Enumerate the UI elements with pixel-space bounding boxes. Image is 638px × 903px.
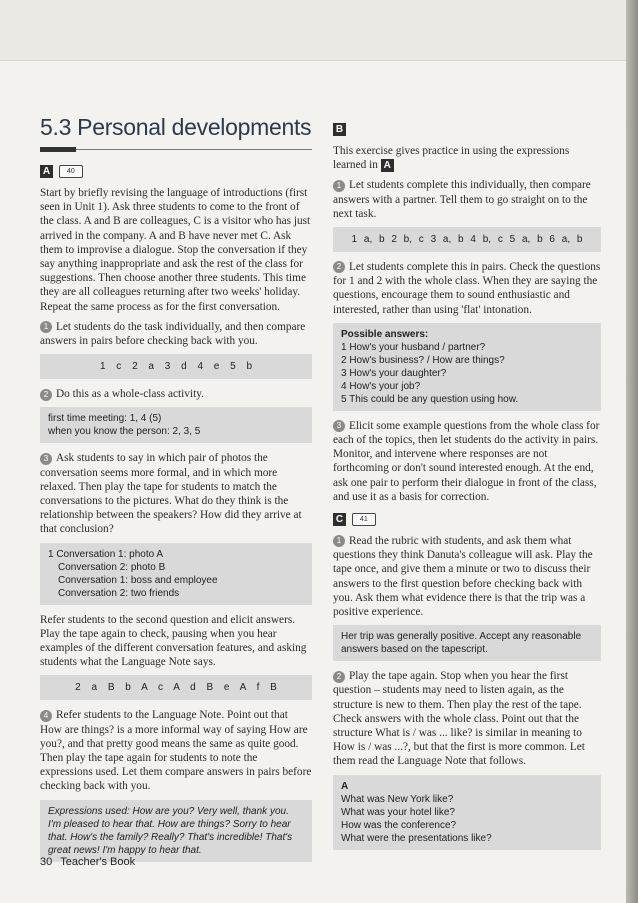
b-step-3-text: 3 Elicit some example questions from the whole class for each of the topics, then let students do the activity in pairs. Monitor, and intervene where responses are not forthcoming or don't sound interested enough. At the end, ask one pair to perform their dialogue in front of the class, and use it as a basis for correction. [333, 419, 600, 503]
section-a-label: A [40, 165, 53, 178]
left-column [40, 112, 312, 870]
section-a-intro: Start by briefly revising the language of introductions (first seen in Unit 1). Ask three students to come to the front of the class. A and B are colleagues, C is a visitor who has just arrived in the company. A and B have never met C. Ask them to improvise a dialogue. Stop the conversation if they say anything inappropriate and ask the rest of the class for suggestions. Then choose another three students. This time they are all colleagues returning after two weeks' holiday. Repeat the same process as for the first conversation. [40, 187, 311, 313]
section-a-heading [40, 164, 312, 180]
top-band [0, 0, 628, 61]
b-step-2-text: 2 Let students complete this in pairs. Check the questions for 1 and 2 with the whole class. When they are saying the questions, encourage them to sound enthusiastic and interested, rather than using 'flat' intonation. [333, 261, 601, 316]
c-step-1-answers: Her trip was generally positive. Accept any reasonable answers based on the tapescript. [333, 625, 601, 661]
step-2-text: 2 Do this as a whole-class activity. [40, 387, 312, 401]
b-step-number-1: 1 [333, 180, 345, 192]
book-name: Teacher's Book [60, 856, 136, 868]
c-step-2-text: 2 Play the tape again. Stop when you hear the first question – students may need to listen again, as the structure is new to them. Then play the rest of the tape. Check answers with the whole class. Point out that the structure What is / was ... like? is similar in meaning to How is / was ...?, but that the first is more common. Let them read the Language Note that follows. [333, 670, 585, 768]
right-column [333, 122, 601, 858]
b-step-number-2: 2 [333, 261, 345, 273]
section-a-reference: A [381, 159, 394, 172]
section-c-heading [333, 512, 601, 528]
audio-track-icon: 40 [59, 165, 83, 178]
step-3-answers: 1 Conversation 1: photo A Conversation 2: photo B Conversation 1: boss and employee Conversation 2: two friends [40, 543, 312, 605]
section-b-heading [333, 122, 601, 138]
page-title: 5.3 Personal developments [40, 114, 312, 140]
c-step-number-2: 2 [333, 671, 345, 683]
step-2-answers: first time meeting: 1, 4 (5) when you know the person: 2, 3, 5 [40, 407, 312, 443]
audio-track-icon: 41 [352, 513, 376, 526]
step-3-match-answers: 2 a B b A c A d B e A f B [40, 675, 312, 700]
step-1-text: 1 Let students do the task individually, and then compare answers in pairs before checking back with you. [40, 320, 306, 348]
step-number-3: 3 [40, 453, 52, 465]
step-1-answers: 1 c 2 a 3 d 4 e 5 b [40, 354, 312, 379]
b-step-2-answers: Possible answers: 1 How's your husband / partner? 2 How's business? / How are things? 3 How's your daughter? 4 How's your job? 5 This could be any question using how. [333, 323, 601, 411]
b-step-1-text: 1 Let students complete this individually, then compare answers with a partner. Tell them to go straight on to the next task. [333, 179, 591, 220]
section-b-intro: This exercise gives practice in using the expressions learned in A [333, 145, 570, 172]
step-3-text: 3 Ask students to say in which pair of photos the conversation seems more formal, and in which more relaxed. Then play the tape for students to match the conversations to the pictures. What do they think is the relationship between the speakers? How did they arrive at that conclusion? [40, 452, 302, 536]
page-edge-shadow [626, 0, 638, 903]
section-c-label: C [333, 513, 346, 526]
step-number-4: 4 [40, 710, 52, 722]
c-step-number-1: 1 [333, 535, 345, 547]
page-footer [40, 856, 143, 868]
c-step-1-text: 1 Read the rubric with students, and ask them what questions they think Danuta's colleague will ask. Play the tape once, and give them a minute or two to discuss their answers to the first question before checking back with you. Ask them what evidence there is that the trip was a positive experience. [333, 535, 593, 619]
b-step-number-3: 3 [333, 420, 345, 432]
step-3-more: Refer students to the second question and elicit answers. Play the tape again to check, pausing when you hear examples of the different conversation features, and asking students what the Language Note says. [40, 613, 307, 669]
step-4-answers: Expressions used: How are you? Very well, thank you. I'm pleased to hear that. How are things? Sorry to hear that. How's the family? Really? That's incredible! That's great news! I'm happy to hear that. [40, 800, 312, 862]
c-step-2-answers: A What was New York like? What was your hotel like? How was the conference? What were the presentations like? [333, 775, 601, 850]
b-step-1-answers: 1 a, b 2 b, c 3 a, b 4 b, c 5 a, b 6 a, b [333, 227, 601, 252]
title-rule [40, 145, 312, 154]
step-number-1: 1 [40, 321, 52, 333]
step-4-text: 4 Refer students to the Language Note. Point out that How are things? is a more informal way of saying How are you?, and that pretty good means the same as quite good. Then play the tape again for students to note the expressions used. Let them compare answers in pairs before checking back with you. [40, 709, 312, 793]
page-number: 30 [40, 856, 53, 868]
step-number-2: 2 [40, 389, 52, 401]
section-b-label: B [333, 123, 346, 136]
